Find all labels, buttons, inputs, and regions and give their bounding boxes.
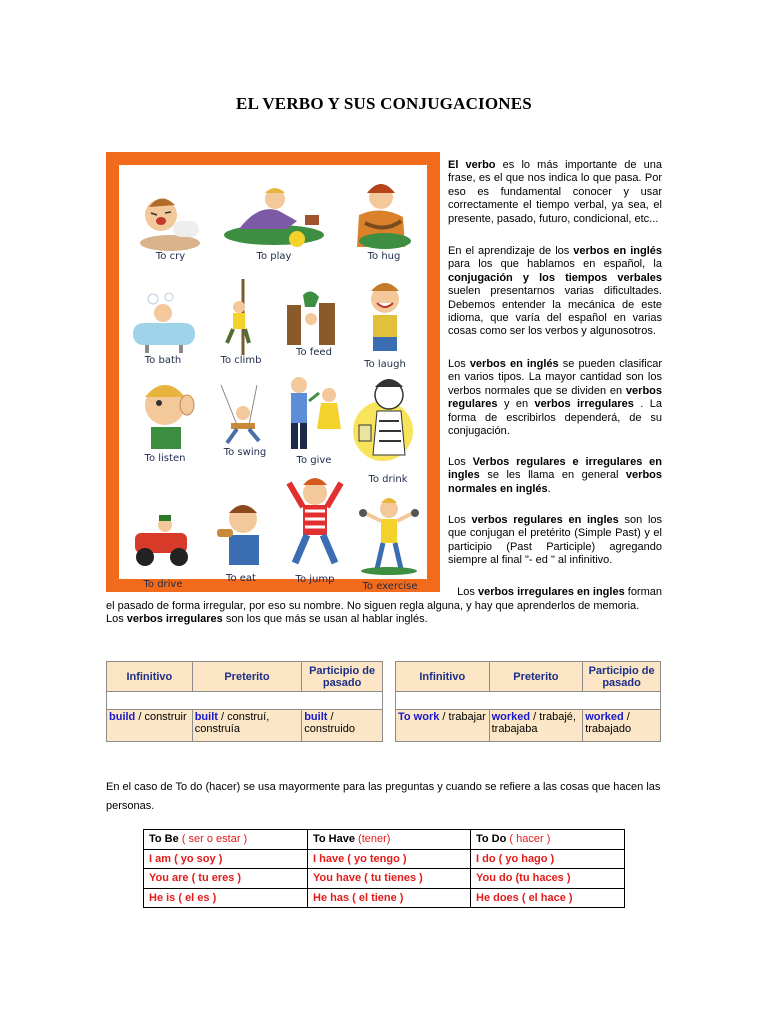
drive-illustration <box>123 511 203 595</box>
column-header <box>144 830 308 850</box>
table-cell: I have ( yo tengo ) <box>308 849 471 869</box>
column-header: Infinitivo <box>107 662 193 692</box>
verb-form: worked <box>491 711 531 723</box>
translation: / construir <box>135 711 187 723</box>
poster-label: To eat <box>226 573 256 584</box>
paragraph-regular-verbs <box>448 514 662 568</box>
table-cell: He does ( el hace ) <box>471 888 625 908</box>
column-header: Preterito <box>192 662 302 692</box>
verb-translation: ( ser o estar ) <box>181 833 248 846</box>
text: En el aprendizaje de los <box>448 245 574 257</box>
table-cell: He is ( el es ) <box>144 888 308 908</box>
bold-term: conjugación y los tiempos verbales <box>448 271 662 284</box>
poster-label: To cry <box>155 251 186 262</box>
paragraph-irregular-verbs-cont: el pasado de forma irregular, por eso su nombre. No siguen regla alguna, y hay que aprenderlos de memoria. <box>106 600 640 612</box>
verb-form: build <box>109 711 136 723</box>
play-illustration <box>219 181 329 267</box>
column-header: Participio de pasado <box>302 662 383 692</box>
laugh-illustration <box>343 277 427 375</box>
poster-label: To jump <box>295 574 335 585</box>
poster-panel <box>119 165 427 592</box>
paragraph-to-do-note: En el caso de To do (hacer) se usa mayormente para las preguntas y cuando se refiere a las cosas que hacen las personas. <box>106 781 661 812</box>
table-spacer-row <box>396 692 661 710</box>
text: es lo más importante de una frase, es el que nos indica lo que pasa. Por eso es fundamental conocer y usar correctamente el tiempo verbal, ya sea, el presente, pasado, futuro, condicional, etc... <box>448 159 663 225</box>
table-cell: You are ( tu eres ) <box>144 869 308 889</box>
table-cell: I am ( yo soy ) <box>144 849 308 869</box>
column-header <box>471 830 625 850</box>
table-cell <box>396 692 490 710</box>
table-cell <box>302 692 383 710</box>
bold-term: Verbos regulares e irregulares en ingles <box>448 456 662 482</box>
poster-label: To drive <box>143 579 183 590</box>
paragraph-learning <box>448 245 662 339</box>
text: Los <box>457 586 478 598</box>
text: Los <box>106 613 127 625</box>
hug-illustration <box>341 179 427 267</box>
text: se les llama en general <box>479 469 626 482</box>
verb-form: To work <box>398 711 440 723</box>
table-cell <box>583 692 661 710</box>
poster-label: To climb <box>220 355 262 366</box>
table-cell: You do (tu haces ) <box>471 869 625 889</box>
paragraph-irregular-usage <box>106 613 662 626</box>
poster-label: To bath <box>144 355 182 366</box>
table-cell <box>302 710 383 742</box>
table-header-row <box>396 662 661 692</box>
verb-form: worked <box>585 711 624 723</box>
verb-name: To Be <box>149 833 179 846</box>
text: . <box>547 482 551 495</box>
bold-term: verbos en inglés <box>469 358 559 370</box>
verb-translation: ( hacer ) <box>509 833 551 846</box>
text: . La forma de escribirlos dependerá, de su conjugación. <box>448 398 662 438</box>
text: Los <box>448 456 473 468</box>
translation: / construí, construía <box>194 711 270 735</box>
verb-name: To Do <box>476 833 507 846</box>
column-header: Participio de pasado <box>583 662 661 692</box>
paragraph-intro <box>448 159 662 226</box>
text: Los <box>448 358 470 370</box>
table-cell <box>107 710 193 742</box>
table-row <box>144 869 625 889</box>
basic-verbs-table <box>143 829 625 908</box>
drink-illustration <box>345 373 431 493</box>
conjugation-table-work <box>395 661 661 742</box>
column-header <box>308 830 471 850</box>
poster-label: To play <box>256 251 292 262</box>
text: forman <box>624 586 662 598</box>
table-cell <box>192 710 302 742</box>
text: suelen presentarnos varias dificultades. Debemos entender la mecánica de este idioma, que varía del español en varias cosas como ser los verbos y algunosotros. <box>448 285 662 338</box>
bold-term: verbos normales en inglés <box>448 469 662 495</box>
climb-illustration <box>203 277 279 375</box>
table-header-row <box>144 830 625 850</box>
table-row <box>396 710 661 742</box>
paragraph-classification <box>448 358 662 438</box>
bold-term: verbos regulares <box>448 384 662 411</box>
cry-illustration <box>123 187 218 267</box>
text: y en <box>497 398 535 411</box>
poster-label: To hug <box>367 251 401 262</box>
verbs-poster <box>106 152 440 592</box>
table-cell: He has ( el tiene ) <box>308 888 471 908</box>
poster-label: To drink <box>368 474 408 485</box>
translation: / trabajar <box>439 711 486 723</box>
poster-label: To exercise <box>362 581 418 592</box>
table-row <box>144 888 625 908</box>
bold-term: verbos regulares en ingles <box>471 514 619 526</box>
table-cell: You have ( tu tienes ) <box>308 869 471 889</box>
text: son los que conjugan el pretérito (Simple Past) y el participio (Past Participle) agregando siempre al final "- ed " al infinitivo. <box>448 514 663 567</box>
paragraph-irregular-verbs-start <box>448 586 662 599</box>
translation: / trabajé, trabajaba <box>491 711 576 735</box>
translation: / trabajado <box>585 711 632 735</box>
table-spacer-row <box>107 692 383 710</box>
conjugation-table-build <box>106 661 383 742</box>
text: se pueden clasificar en varios tipos. La mayor cantidad son los verbos normales que se dividen en <box>448 358 663 397</box>
swing-illustration <box>207 385 283 465</box>
table-row <box>144 849 625 869</box>
verb-form: built <box>194 711 218 723</box>
verb-translation: (tener) <box>358 833 391 846</box>
jump-illustration <box>277 471 353 593</box>
table-cell: I do ( yo hago ) <box>471 849 625 869</box>
poster-label: To laugh <box>364 359 406 370</box>
bold-term: verbos irregulares <box>534 398 634 411</box>
table-cell <box>107 692 193 710</box>
column-header: Infinitivo <box>396 662 490 692</box>
table-header-row <box>107 662 383 692</box>
bold-term: verbos irregulares en ingles <box>477 586 625 598</box>
column-header: Preterito <box>489 662 583 692</box>
give-illustration <box>279 371 349 471</box>
page-title: EL VERBO Y SUS CONJUGACIONES <box>236 94 532 113</box>
table-row <box>107 710 383 742</box>
exercise-illustration <box>349 491 431 595</box>
bold-term: verbos en inglés <box>573 245 663 257</box>
bold-term: verbos irregulares <box>126 613 223 625</box>
text: Los <box>448 514 472 526</box>
feed-illustration <box>279 285 349 365</box>
table-cell <box>583 710 661 742</box>
poster-label: To feed <box>296 347 332 358</box>
translation: / construido <box>304 711 355 735</box>
table-cell <box>396 710 490 742</box>
paragraph-normal-verbs <box>448 456 662 496</box>
table-cell <box>489 710 583 742</box>
poster-label: To swing <box>223 447 267 458</box>
bath-illustration <box>123 289 203 373</box>
poster-label: To give <box>296 455 332 466</box>
bold-term: El verbo <box>448 159 496 171</box>
text: son los que más se usan al hablar inglés. <box>222 613 428 625</box>
table-cell <box>192 692 302 710</box>
verb-form: built <box>304 711 328 723</box>
poster-label: To listen <box>144 453 186 464</box>
table-cell <box>489 692 583 710</box>
verb-name: To Have <box>313 833 355 846</box>
listen-illustration <box>127 373 203 469</box>
eat-illustration <box>203 495 279 591</box>
text: para los que hablamos en español, la <box>448 258 662 271</box>
